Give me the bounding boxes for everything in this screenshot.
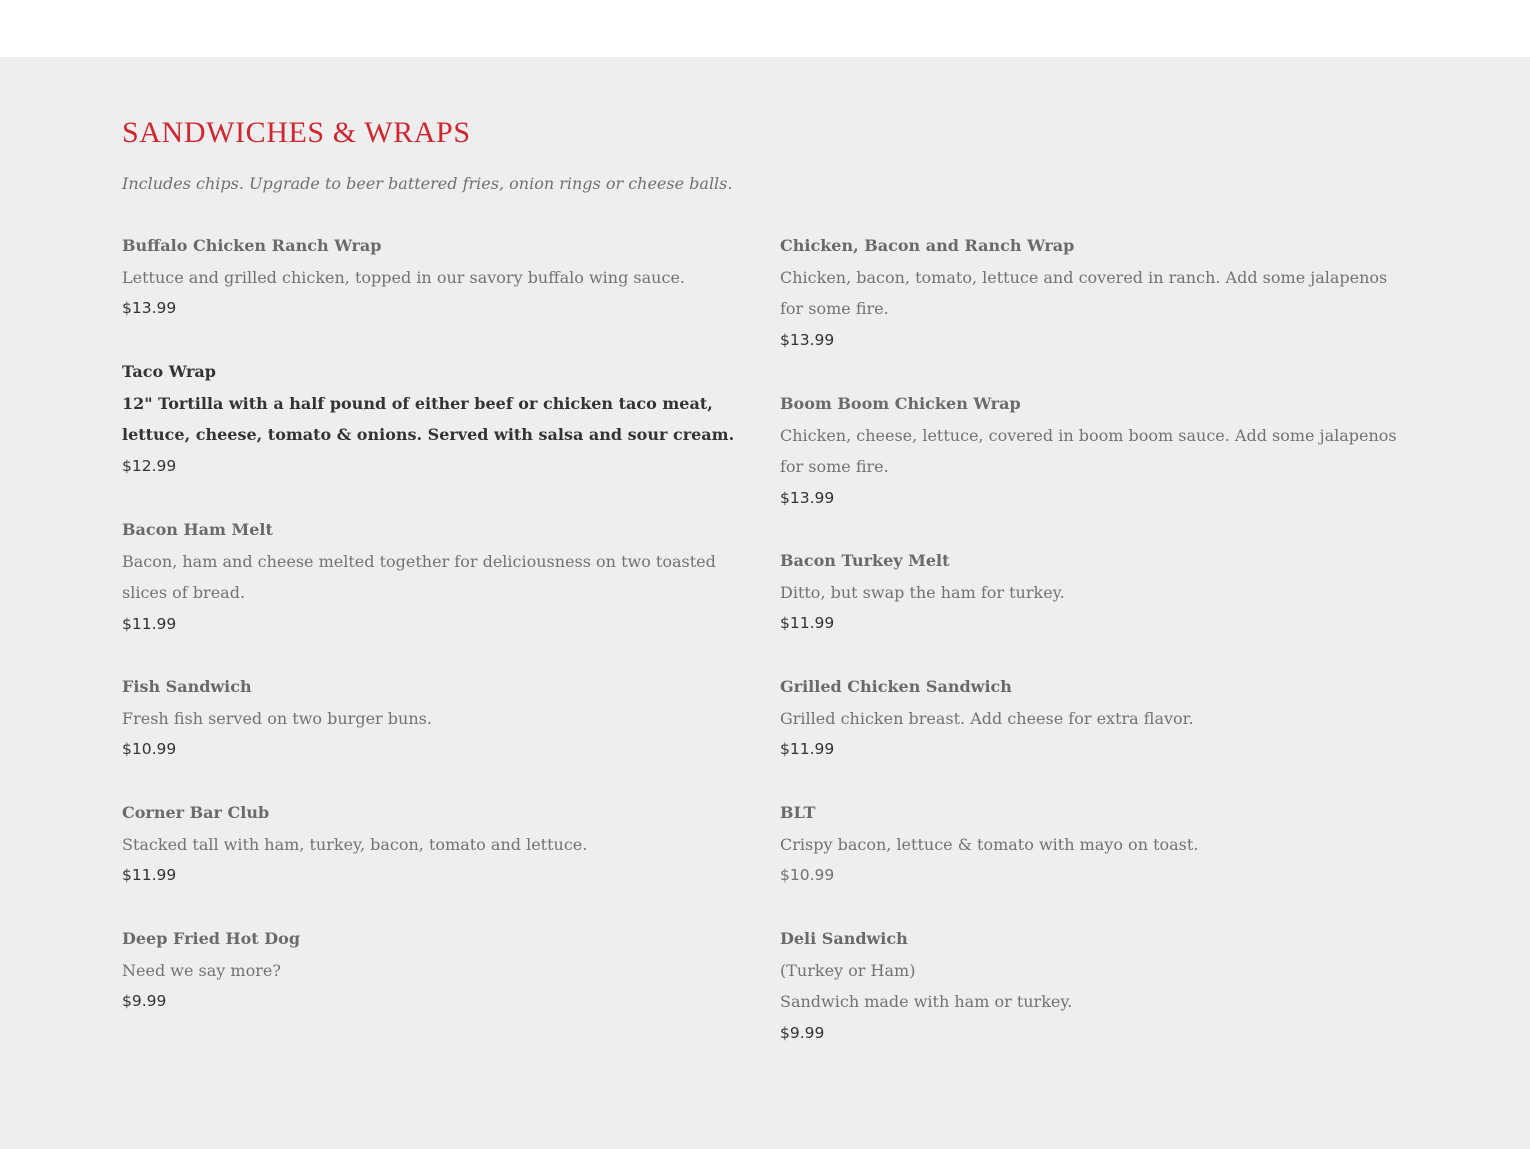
menu-item-name: Bacon Ham Melt	[122, 520, 273, 539]
menu-item-price: $9.99	[780, 1023, 825, 1042]
menu-item	[780, 388, 1410, 514]
top-header-bar	[0, 0, 1530, 57]
section-title: SANDWICHES & WRAPS	[122, 116, 471, 149]
menu-item-name: Corner Bar Club	[122, 803, 270, 822]
menu-item	[122, 514, 752, 640]
menu-item-description: Stacked tall with ham, turkey, bacon, tomato and lettuce.	[122, 834, 588, 854]
menu-item-name: Deep Fried Hot Dog	[122, 929, 300, 948]
menu-item-price: $10.99	[122, 740, 177, 758]
menu-item-description: Ditto, but swap the ham for turkey.	[780, 582, 1065, 602]
menu-item-name: Taco Wrap	[122, 362, 216, 381]
menu-item	[780, 671, 1410, 766]
menu-item-price: $11.99	[780, 614, 835, 632]
menu-item-description: Bacon, ham and cheese melted together for deliciousness on two toasted slices of bread.	[122, 551, 716, 602]
menu-item	[122, 923, 752, 1018]
menu-item-description: Fresh fish served on two burger buns.	[122, 708, 432, 728]
menu-item-name: Grilled Chicken Sandwich	[780, 677, 1012, 696]
menu-item-name: Boom Boom Chicken Wrap	[780, 394, 1021, 413]
menu-item	[122, 797, 752, 892]
menu-item-description: Chicken, cheese, lettuce, covered in boom boom sauce. Add some jalapenos for some fire.	[780, 425, 1397, 476]
menu-item-description: Grilled chicken breast. Add cheese for extra flavor.	[780, 708, 1194, 728]
menu-item	[780, 797, 1410, 892]
menu-item-description: Chicken, bacon, tomato, lettuce and covered in ranch. Add some jalapenos for some fire.	[780, 267, 1388, 318]
menu-item-price: $12.99	[122, 456, 177, 475]
menu-item-price: $11.99	[122, 866, 177, 884]
menu-item-name: Fish Sandwich	[122, 677, 252, 696]
menu-item-name: Chicken, Bacon and Ranch Wrap	[780, 236, 1075, 255]
menu-section-sandwiches-wraps	[0, 57, 1530, 1149]
menu-item-description: Sandwich made with ham or turkey.	[780, 992, 1073, 1011]
menu-item-price: $11.99	[780, 740, 835, 758]
menu-item-description: (Turkey or Ham)	[780, 960, 916, 980]
section-subtitle: Includes chips. Upgrade to beer battered fries, onion rings or cheese balls.	[122, 174, 733, 193]
menu-item	[780, 923, 1410, 1049]
menu-item-price: $10.99	[780, 866, 835, 884]
menu-item-price: $9.99	[122, 992, 167, 1010]
menu-item-name: Deli Sandwich	[780, 929, 908, 948]
menu-item-name: Bacon Turkey Melt	[780, 551, 950, 570]
menu-item-price: $13.99	[780, 330, 835, 349]
menu-item-name: Buffalo Chicken Ranch Wrap	[122, 236, 382, 255]
menu-item-price: $11.99	[122, 614, 177, 633]
menu-item	[122, 671, 752, 766]
menu-item-price: $13.99	[122, 299, 177, 317]
menu-item	[780, 545, 1410, 640]
menu-item	[122, 230, 752, 325]
menu-item-description: Crispy bacon, lettuce & tomato with mayo on toast.	[780, 834, 1199, 854]
menu-item	[122, 356, 752, 482]
menu-item-description: Need we say more?	[122, 960, 281, 980]
menu-item-name: BLT	[780, 803, 816, 822]
menu-item-price: $13.99	[780, 488, 835, 507]
menu-item-description: 12" Tortilla with a half pound of either beef or chicken taco meat, lettuce, cheese, tomato & onions. Served with salsa and sour cream.	[122, 393, 735, 444]
menu-item	[780, 230, 1410, 356]
menu-item-description: Lettuce and grilled chicken, topped in our savory buffalo wing sauce.	[122, 267, 685, 287]
